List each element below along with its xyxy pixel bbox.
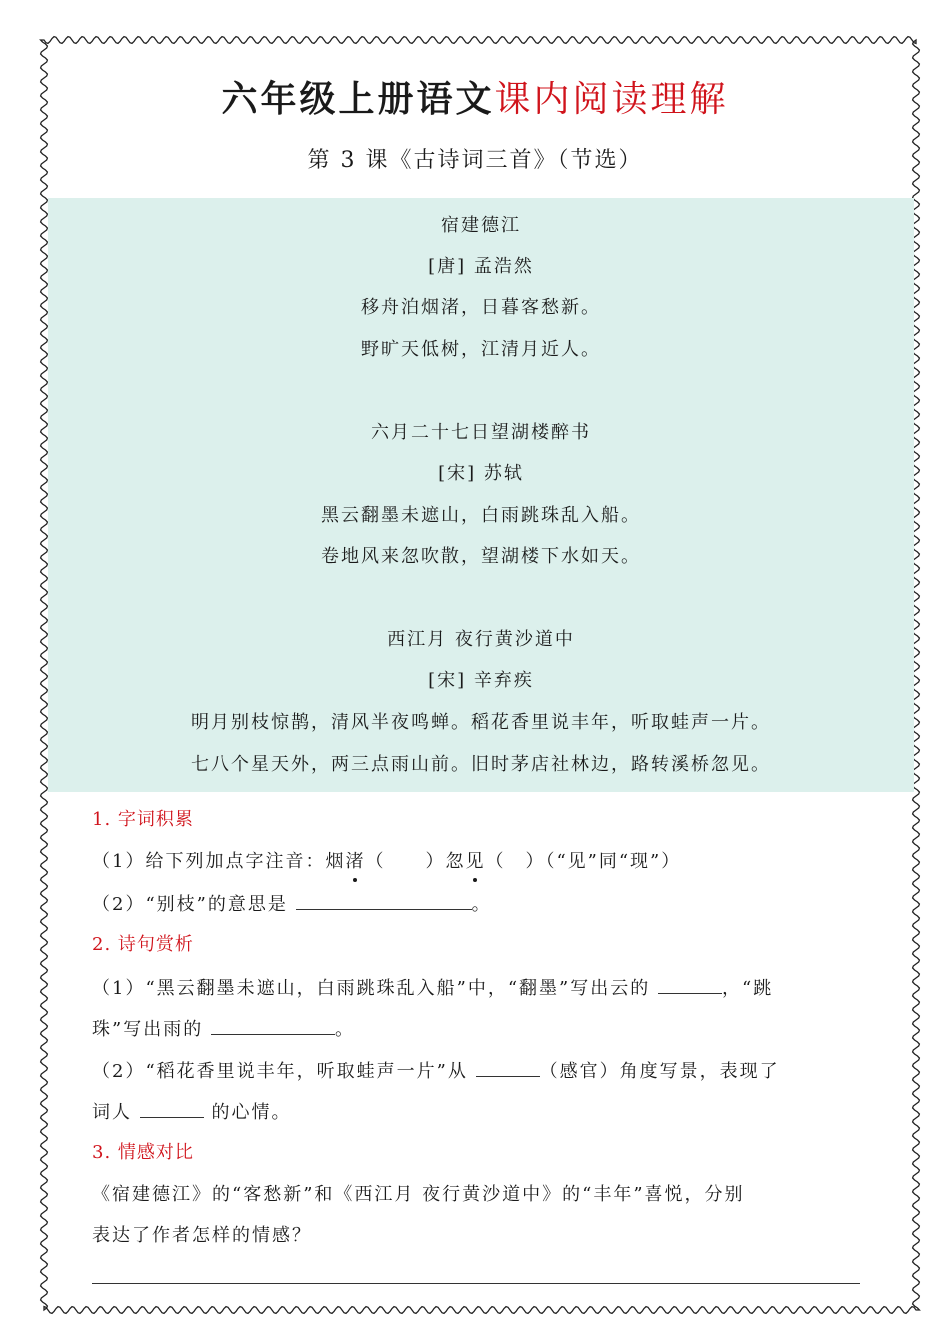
poem-title: 六月二十七日望湖楼醉书 [371,422,591,443]
poem-title: 西江月 夜行黄沙道中 [387,629,575,650]
q-text: 珠”写出雨的 [92,1019,204,1040]
q-text: （1）给下列加点字注音：烟 [92,851,346,872]
page-title [0,72,950,127]
question-2-2-cont [92,1097,291,1127]
dotted-char: 见 [465,848,485,876]
answer-blank[interactable] [140,1097,204,1118]
q-text: （ ）忽 [365,851,466,872]
dotted-char: 渚 [345,848,365,876]
poem-line: 移舟泊烟渚，日暮客愁新。 [361,297,601,318]
poem-panel [48,198,914,792]
question-1-1 [92,848,681,876]
q-text: 的心情。 [211,1102,292,1123]
q-text: 。 [471,894,492,915]
q-text: （ ）（“见”同“现”） [485,851,682,872]
q-text: 。 [334,1019,355,1040]
section-heading: 2. 诗句赏析 [92,934,194,955]
q-text: （感官）角度写景，表现了 [539,1061,780,1082]
answer-blank[interactable] [296,889,472,910]
question-2-1 [92,973,773,1003]
q-text: （2）“稻花香里说丰年，听取蛙声一片”从 [92,1061,468,1082]
section-heading: 1. 字词积累 [92,809,194,830]
poem-line: 卷地风来忽吹散，望湖楼下水如天。 [321,546,641,567]
answer-blank[interactable] [658,973,722,994]
q-text: （2）“别枝”的意思是 [92,894,288,915]
question-2-1-cont [92,1014,355,1044]
poem-title: 宿建德江 [441,215,521,236]
answer-blank[interactable] [476,1056,540,1077]
title-black: 六年级上册语文 [221,78,495,120]
poem-line: 明月别枝惊鹊，清风半夜鸣蝉。稻花香里说丰年，听取蛙声一片。 [191,712,771,733]
poem-line: 野旷天低树，江清月近人。 [361,339,601,360]
q-text: ，“跳 [722,978,774,999]
q-text: 词人 [92,1102,132,1123]
poem-line: 黑云翻墨未遮山，白雨跳珠乱入船。 [321,505,641,526]
poem-author: [唐] 孟浩然 [428,256,534,277]
section-heading: 3. 情感对比 [92,1142,194,1163]
question-3: 《宿建德江》的“客愁新”和《西江月 夜行黄沙道中》的“丰年”喜悦，分别 [92,1184,745,1205]
title-red: 课内阅读理解 [494,79,729,120]
q-text: （1）“黑云翻墨未遮山，白雨跳珠乱入船”中，“翻墨”写出云的 [92,978,651,999]
question-1-2 [92,889,492,919]
answer-blank[interactable] [211,1014,335,1035]
question-3-cont: 表达了作者怎样的情感？ [92,1225,312,1246]
poem-author: [宋] 辛弃疾 [428,670,534,691]
question-2-2 [92,1056,780,1086]
poem-author: [宋] 苏轼 [438,463,524,484]
lesson-subtitle: 第 3 课《古诗词三首》（节选） [307,148,643,173]
poem-line: 七八个星天外，两三点雨山前。旧时茅店社林边，路转溪桥忽见。 [191,754,771,775]
answer-line[interactable] [92,1283,860,1284]
